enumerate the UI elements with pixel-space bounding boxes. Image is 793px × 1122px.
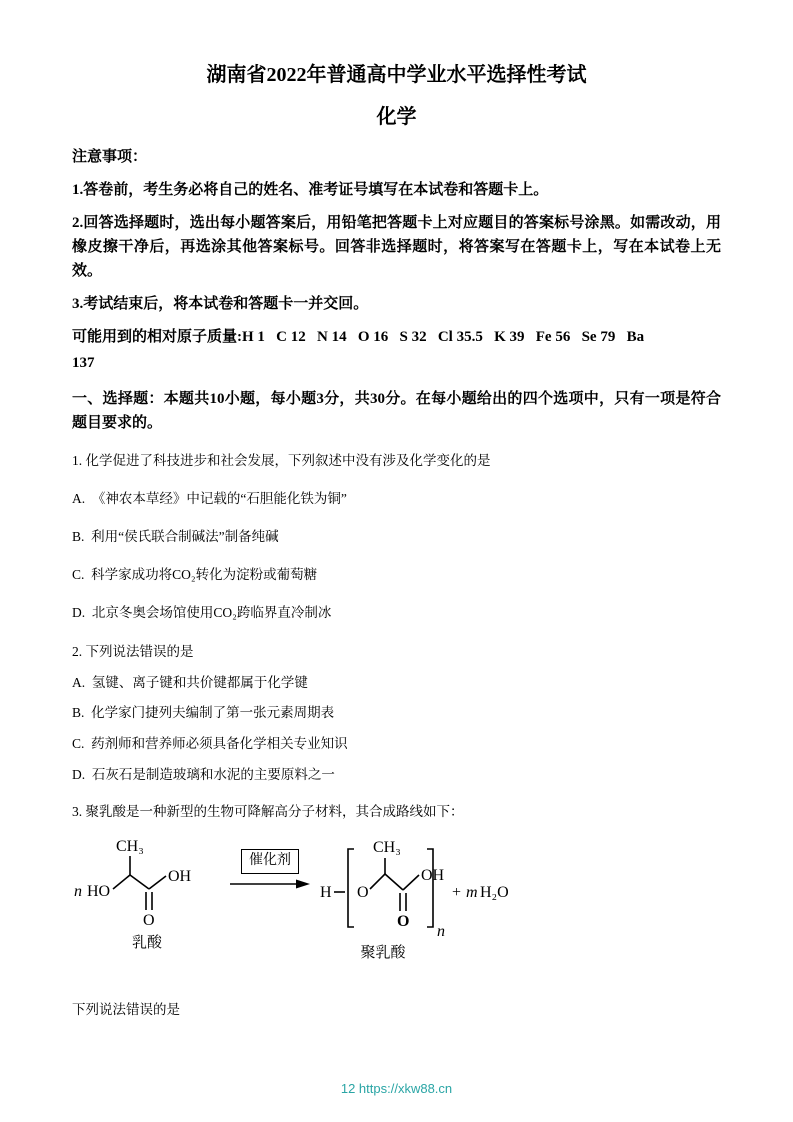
carboxyl-oh-label: OH (421, 867, 445, 885)
coefficient-n-label: n (74, 883, 82, 901)
exam-subject: 化学 (376, 106, 417, 128)
end-group-h-label: H (320, 884, 332, 902)
notice-item-2: 2.回答选择题时，选出每小题答案后，用铅笔把答题卡上对应题目的答案标号涂黑。如需改动，用橡皮擦干净后，再选涂其他答案标号。回答非选择题时，将答案写在答题卡上，写在本试卷上无效。 (72, 215, 721, 279)
question-2-option-c: C. 药剂师和营养师必须具备化学相关专业知识 (72, 736, 348, 752)
carbonyl-o-label: O (143, 912, 155, 930)
polylactic-acid-skeletal-drawing (318, 833, 553, 941)
question-3-followup: 下列说法错误的是 (72, 1002, 180, 1018)
reaction-arrow-group (228, 849, 312, 891)
lactic-acid-name: 乳酸 (131, 935, 162, 952)
question-1-option-a: A. 《神农本草经》中记载的“石胆能化铁为铜” (72, 490, 347, 506)
atomic-mass-line-1: 可能用到的相对原子质量:H 1 C 12 N 14 O 16 S 32 Cl 35.5 K 39 Fe 56 Se 79 Ba (72, 329, 645, 345)
page-footer (0, 1081, 793, 1096)
notice-item-1: 1.答卷前，考生务必将自己的姓名、准考证号填写在本试卷和答题卡上。 (72, 182, 549, 198)
footer-link[interactable]: 12 https://xkw88.cn (340, 1081, 453, 1096)
water-coefficient-m: m (466, 884, 478, 902)
notice-item-3: 3.考试结束后，将本试卷和答题卡一并交回。 (72, 296, 369, 312)
hydroxyl-ho-label: HO (87, 883, 111, 901)
carbonyl-o-label: O (397, 913, 410, 931)
section-heading: 一、选择题：本题共10小题，每小题3分，共30分。在每小题给出的四个选项中，只有一项是符合题目要求的。 (72, 391, 721, 431)
right-bracket (427, 849, 433, 927)
question-1-option-c: C. 科学家成功将CO₂转化为淀粉或葡萄糖 (72, 566, 318, 582)
water-formula: H₂O (480, 884, 509, 902)
catalyst-label: 催化剂 (241, 849, 299, 874)
lactic-acid-skeletal-drawing (72, 833, 222, 931)
atomic-mass-line-2: 137 (72, 355, 95, 371)
repeat-subscript-n: n (437, 923, 445, 941)
exam-title: 湖南省2022年普通高中学业水平选择性考试 (206, 64, 587, 86)
question-1-option-b: B. 利用“侯氏联合制碱法”制备纯碱 (72, 528, 279, 544)
carboxyl-oh-label: OH (168, 868, 192, 886)
polylactic-acid-name: 聚乳酸 (360, 945, 406, 962)
question-1-stem: 1. 化学促进了科技进步和社会发展，下列叙述中没有涉及化学变化的是 (72, 453, 491, 468)
question-2-option-a: A. 氢键、离子键和共价键都属于化学键 (72, 674, 308, 690)
question-3-stem: 3. 聚乳酸是一种新型的生物可降解高分子材料，其合成路线如下： (72, 804, 464, 820)
methyl-group-label: CH₃ (373, 839, 401, 857)
question-2-option-d: D. 石灰石是制造玻璃和水泥的主要原料之一 (72, 767, 335, 783)
question-2-option-b: B. 化学家门捷列夫编制了第一张元素周期表 (72, 705, 335, 721)
polylactic-acid-structure (318, 833, 553, 962)
question-1-option-d: D. 北京冬奥会场馆使用CO₂跨临界直冷制冰 (72, 604, 332, 620)
reaction-arrow (228, 877, 312, 891)
ether-o-label: O (357, 884, 369, 902)
notices-heading: 注意事项： (72, 149, 148, 165)
question-2-stem: 2. 下列说法错误的是 (72, 643, 194, 659)
synthesis-route-diagram (72, 833, 721, 962)
plus-sign: + (452, 884, 462, 902)
left-bracket (348, 849, 354, 927)
methyl-group-label: CH₃ (116, 838, 144, 856)
lactic-acid-structure (72, 833, 222, 952)
